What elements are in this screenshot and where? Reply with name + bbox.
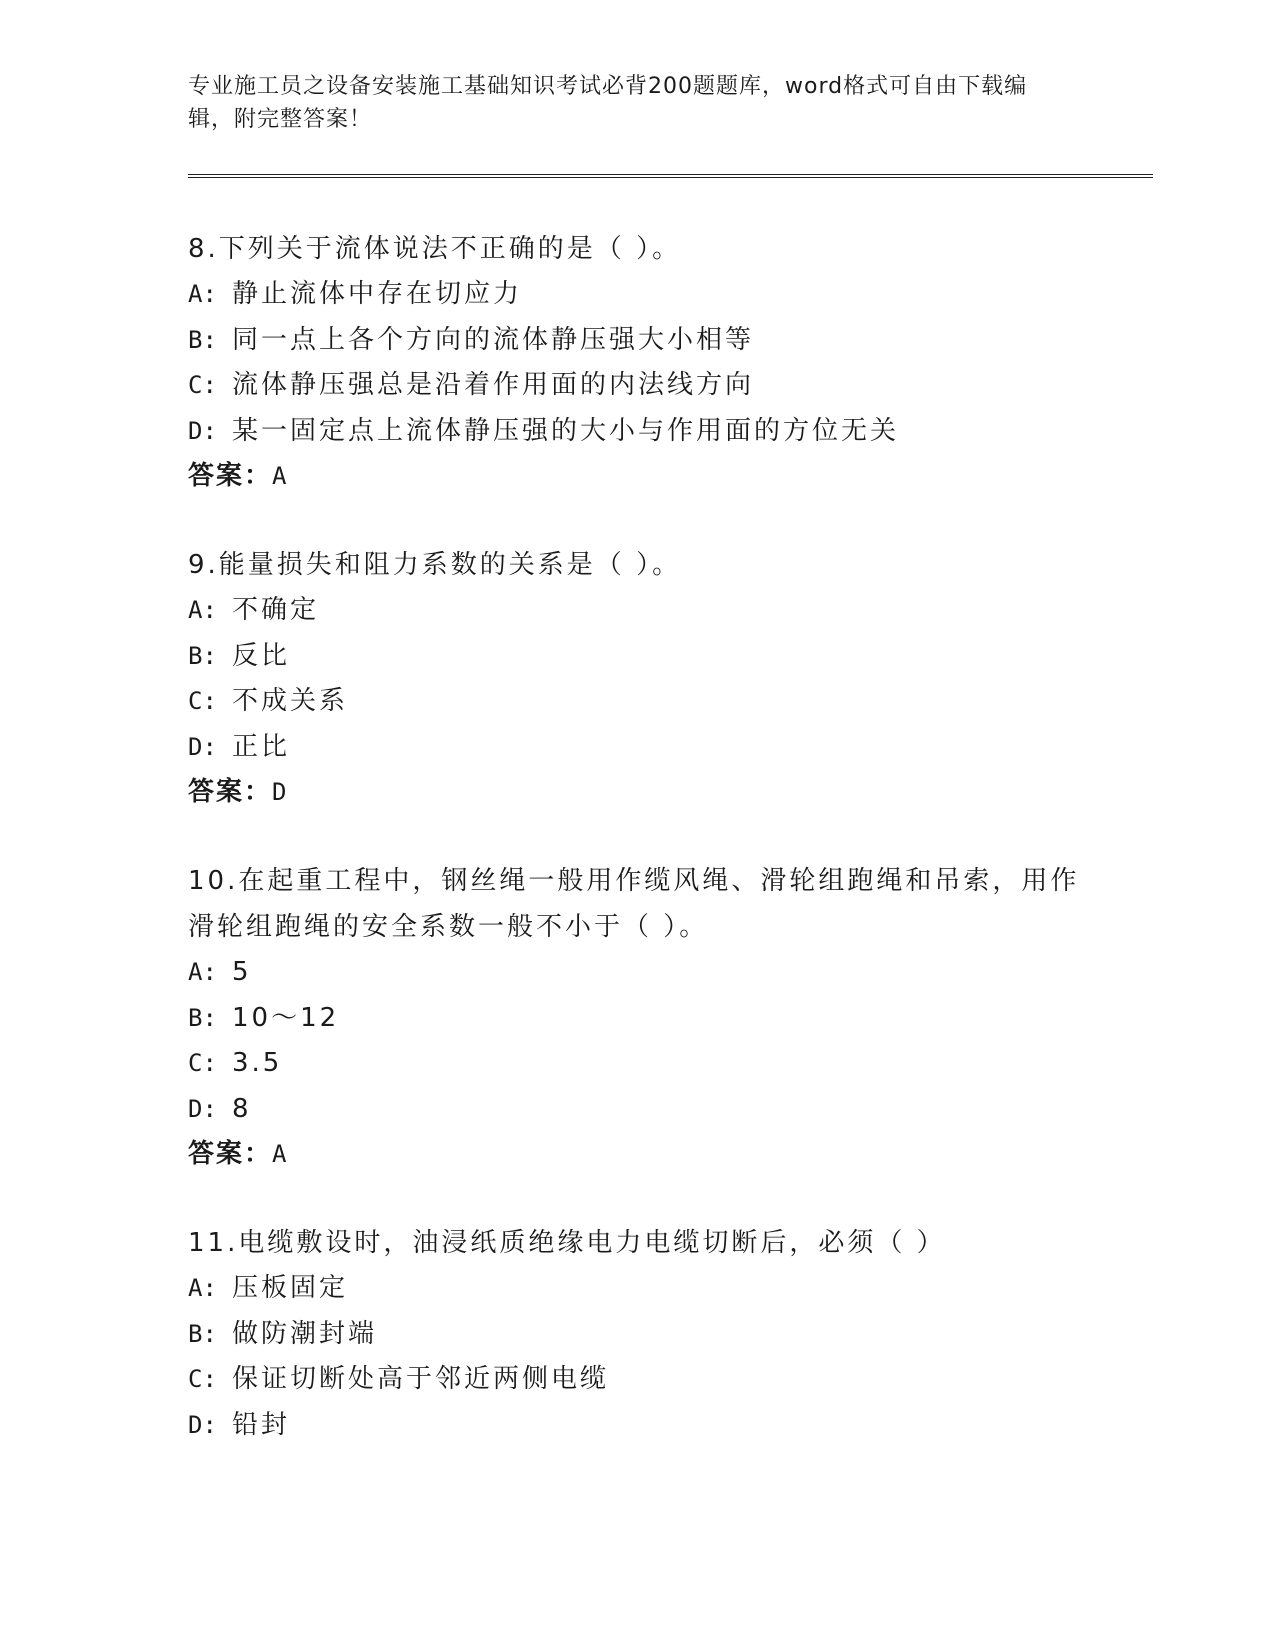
- question-stem: 10.在起重工程中，钢丝绳一般用作缆风绳、滑轮组跑绳和吊索，用作滑轮组跑绳的安全系数一般不小于（ ）。: [188, 866, 1080, 942]
- question-10: [188, 858, 1148, 1177]
- option-b: [188, 318, 1148, 364]
- option-letter: B:: [188, 641, 217, 670]
- answer-line: [188, 770, 1148, 815]
- option-c: [188, 679, 1148, 725]
- option-letter: A:: [188, 596, 217, 624]
- option-a: [188, 272, 1148, 318]
- answer-line: [188, 454, 1148, 499]
- option-text: 正比: [232, 731, 291, 762]
- document-header: 专业施工员之设备安装施工基础知识考试必背200题题库，word格式可自由下载编辑，附完整答案！: [188, 74, 1028, 132]
- option-letter: D:: [188, 1094, 217, 1123]
- option-a: [188, 950, 1148, 996]
- option-text: 不成关系: [232, 686, 349, 716]
- option-text: 做防潮封端: [232, 1318, 378, 1349]
- option-text: 铅封: [232, 1409, 291, 1440]
- option-c: [188, 1357, 1148, 1403]
- option-d: [188, 1087, 1148, 1133]
- option-letter: C:: [188, 1049, 217, 1077]
- option-text: 10～12: [232, 1002, 340, 1033]
- option-letter: C:: [188, 1365, 217, 1393]
- option-d: [188, 725, 1148, 771]
- answer-label: 答案：: [188, 777, 273, 807]
- option-a: [188, 588, 1148, 634]
- answer-line: [188, 1132, 1148, 1177]
- option-letter: A:: [188, 280, 217, 308]
- option-text: 反比: [232, 640, 291, 671]
- question-9: [188, 542, 1148, 815]
- option-text: 5: [232, 957, 252, 987]
- option-letter: B:: [188, 325, 217, 354]
- option-text: 静止流体中存在切应力: [232, 279, 523, 309]
- option-text: 保证切断处高于邻近两侧电缆: [232, 1364, 610, 1394]
- option-text: 8: [232, 1093, 252, 1124]
- option-d: [188, 1403, 1148, 1449]
- document-page: [188, 70, 1148, 1491]
- option-letter: D:: [188, 732, 217, 761]
- option-b: [188, 996, 1148, 1042]
- option-c: [188, 1041, 1148, 1087]
- option-c: [188, 363, 1148, 409]
- question-stem: 8.下列关于流体说法不正确的是（ ）。: [188, 234, 682, 264]
- option-text: 不确定: [232, 595, 320, 625]
- option-a: [188, 1266, 1148, 1312]
- question-8: [188, 226, 1148, 499]
- option-b: [188, 1312, 1148, 1358]
- option-text: 3.5: [232, 1048, 283, 1078]
- option-text: 某一固定点上流体静压强的大小与作用面的方位无关: [232, 415, 900, 446]
- option-text: 同一点上各个方向的流体静压强大小相等: [232, 324, 755, 355]
- question-stem: 11.电缆敷设时，油浸纸质绝缘电力电缆切断后，必须（ ）: [188, 1228, 946, 1258]
- header-divider: [188, 174, 1153, 178]
- option-letter: D:: [188, 416, 217, 445]
- option-letter: B:: [188, 1003, 217, 1032]
- answer-value: D: [272, 778, 289, 806]
- question-11: [188, 1220, 1148, 1448]
- option-letter: A:: [188, 1274, 217, 1302]
- question-stem: 9.能量损失和阻力系数的关系是（ ）。: [188, 550, 682, 580]
- option-text: 流体静压强总是沿着作用面的内法线方向: [232, 370, 755, 400]
- answer-label: 答案：: [188, 461, 273, 491]
- option-b: [188, 634, 1148, 680]
- option-letter: B:: [188, 1319, 217, 1348]
- answer-value: A: [272, 1140, 289, 1168]
- option-letter: C:: [188, 371, 217, 399]
- option-letter: A:: [188, 958, 217, 986]
- question-list: [188, 226, 1148, 1448]
- option-d: [188, 409, 1148, 455]
- option-text: 压板固定: [232, 1273, 349, 1303]
- answer-label: 答案：: [188, 1139, 273, 1169]
- answer-value: A: [272, 462, 289, 490]
- option-letter: C:: [188, 687, 217, 715]
- option-letter: D:: [188, 1410, 217, 1439]
